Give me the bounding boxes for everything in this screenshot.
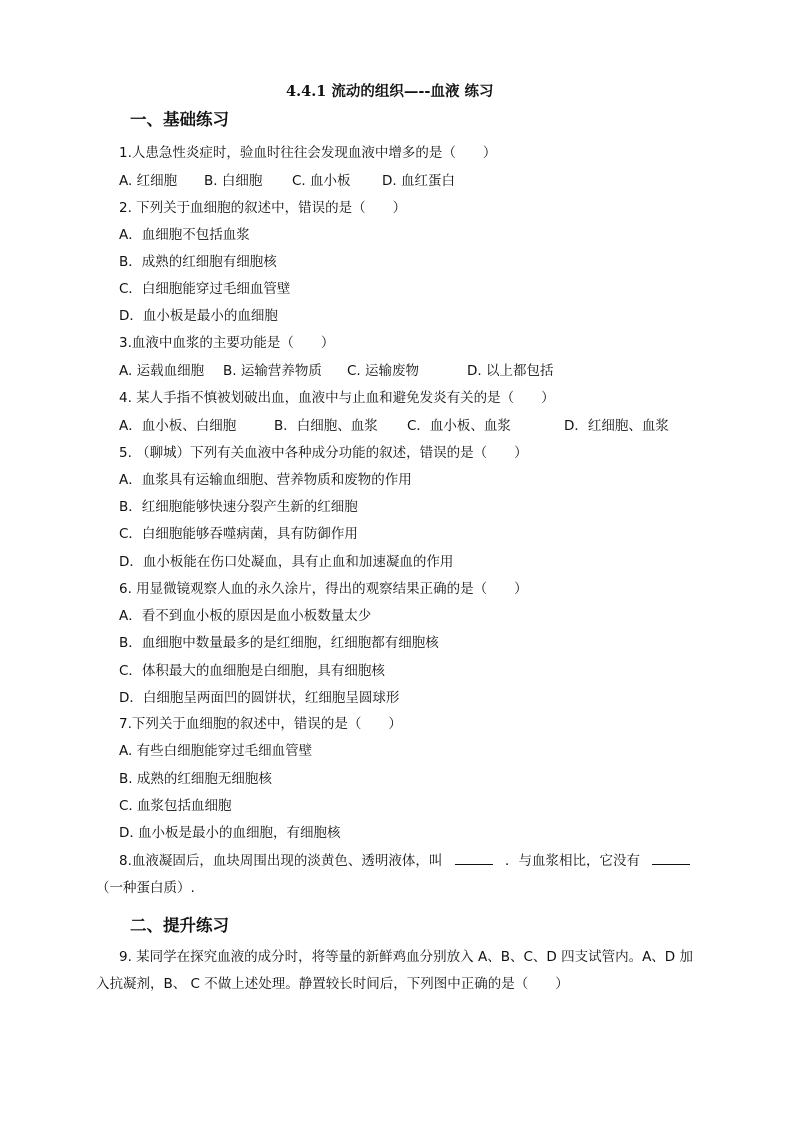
q3-option-a: A. 运载血细胞 [119,363,205,379]
question-2: 2. 下列关于血细胞的叙述中，错误的是（ ） [119,200,407,216]
question-7: 7.下列关于血细胞的叙述中，错误的是（ ） [119,716,402,732]
q3-option-b: B. 运输营养物质 [223,363,322,379]
q3-option-c: C. 运输废物 [347,363,420,379]
question-9-line-2: 入抗凝剂，B、 C 不做上述处理。静置较长时间后，下列图中正确的是（ ） [96,976,569,992]
q4-option-a: A．血小板、白细胞 [119,418,237,434]
q6-option-a: A．看不到血小板的原因是血小板数量太少 [119,608,372,624]
q7-option-b: B. 成熟的红细胞无细胞核 [119,771,272,787]
q8-blank-1[interactable] [455,850,493,865]
q7-option-a: A. 有些白细胞能穿过毛细血管壁 [119,743,313,759]
q4-option-d: D．红细胞、血浆 [564,418,669,434]
question-5: 5. （聊城）下列有关血液中各种成分功能的叙述，错误的是（ ） [119,445,528,461]
q1-option-b: B. 白细胞 [204,173,263,189]
q2-option-c: C．白细胞能穿过毛细血管壁 [119,281,291,297]
q6-option-b: B．血细胞中数量最多的是红细胞，红细胞都有细胞核 [119,635,439,651]
q6-option-d: D．白细胞呈两面凹的圆饼状，红细胞呈圆球形 [119,690,400,706]
q8-text-part-1: 8.血液凝固后，血块周围出现的淡黄色、透明液体，叫 [119,853,443,869]
question-8-line-2: （一种蛋白质）. [96,880,195,896]
question-8-line-1 [119,850,690,871]
question-9-line-1: 9. 某同学在探究血液的成分时，将等量的新鲜鸡血分别放入 A、B、C、D 四支试管内。A、D 加 [119,949,693,965]
q2-option-d: D．血小板是最小的血细胞 [119,308,278,324]
q8-text-part-2: ．与血浆相比，它没有 [504,853,640,869]
question-3-options [119,361,553,381]
q1-option-d: D. 血红蛋白 [382,173,455,189]
q5-option-c: C．白细胞能够吞噬病菌，具有防御作用 [119,526,358,542]
q4-option-b: B．白细胞、血浆 [274,418,378,434]
question-4: 4. 某人手指不慎被划破出血，血液中与止血和避免发炎有关的是（ ） [119,390,555,406]
q2-option-b: B．成熟的红细胞有细胞核 [119,254,277,270]
q8-blank-2[interactable] [652,850,690,865]
section-basic-practice: 一、基础练习 [130,110,229,129]
q7-option-c: C. 血浆包括血细胞 [119,798,232,814]
q5-option-b: B．红细胞能够快速分裂产生新的红细胞 [119,499,358,515]
question-4-options [119,416,669,436]
q4-option-c: C．血小板、血浆 [407,418,511,434]
q6-option-c: C．体积最大的血细胞是白细胞，具有细胞核 [119,663,385,679]
question-1-options [119,171,455,191]
question-1: 1.人患急性炎症时，验血时往往会发现血液中增多的是（ ） [119,145,497,161]
section-advanced-practice: 二、提升练习 [130,916,229,935]
q3-option-d: D. 以上都包括 [467,363,554,379]
q5-option-d: D．血小板能在伤口处凝血，具有止血和加速凝血的作用 [119,554,454,570]
q7-option-d: D. 血小板是最小的血细胞，有细胞核 [119,825,341,841]
q1-option-c: C. 血小板 [292,173,351,189]
q5-option-a: A．血浆具有运输血细胞、营养物质和废物的作用 [119,472,412,488]
q1-option-a: A. 红细胞 [119,173,178,189]
question-3: 3.血液中血浆的主要功能是（ ） [119,335,335,351]
page-title: 4.4.1 流动的组织—--血液 练习 [286,83,494,100]
question-6: 6. 用显微镜观察人血的永久涂片，得出的观察结果正确的是（ ） [119,581,528,597]
q2-option-a: A．血细胞不包括血浆 [119,227,250,243]
